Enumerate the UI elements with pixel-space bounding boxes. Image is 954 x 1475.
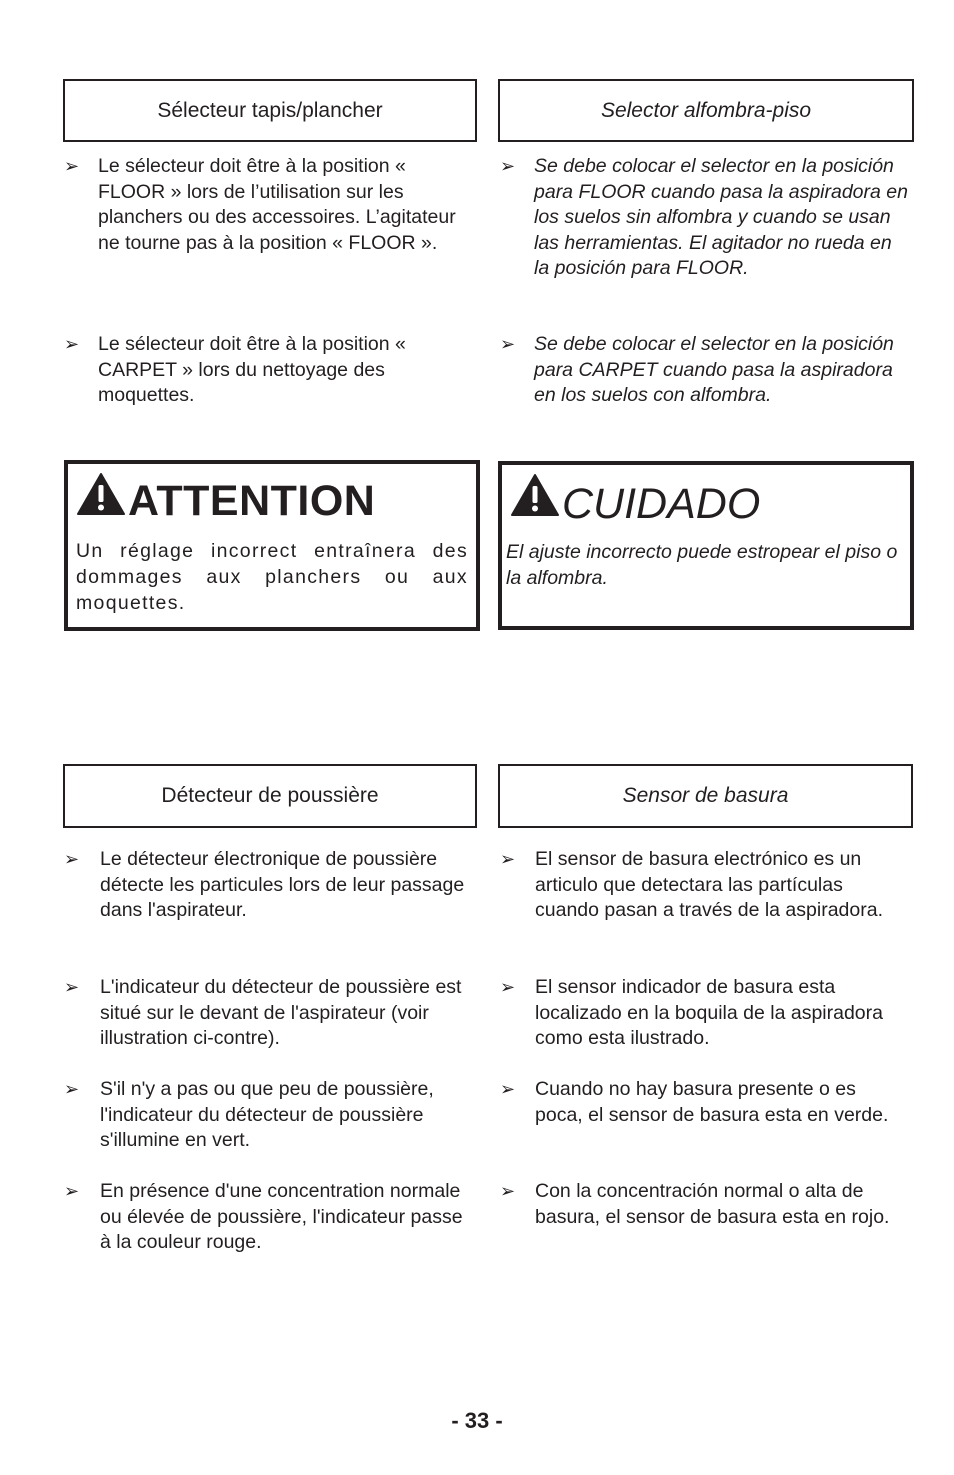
dust-title-fr-text: Détecteur de poussière — [161, 784, 379, 807]
bullet-arrow-icon: ➢ — [64, 1079, 80, 1099]
selector-title-es — [498, 79, 914, 142]
list-item-text: El sensor de basura electrónico es un articulo que detectara las partículas cuando pasan a través de la aspiradora. — [535, 848, 883, 921]
bullet-arrow-icon: ➢ — [64, 156, 80, 176]
selector-title-fr — [63, 79, 477, 142]
dust-title-fr — [63, 764, 477, 828]
bullet-arrow-icon: ➢ — [500, 1079, 516, 1099]
page-number: - 33 - — [451, 1408, 503, 1433]
warning-text-fr: Un réglage incorrect entraînera des dommages aux planchers ou aux moquettes. — [76, 540, 468, 614]
list-item-text: Le détecteur électronique de poussière détecte les particules lors de leur passage dans l'aspirateur. — [100, 848, 465, 921]
list-item-text: Con la concentración normal o alta de basura, el sensor de basura esta en rojo. — [535, 1180, 890, 1228]
bullet-arrow-icon: ➢ — [500, 849, 516, 869]
list-item-text: Se debe colocar el selector en la posición para CARPET cuando pasa la aspiradora en los suelos con alfombra. — [534, 333, 894, 406]
list-item-text: Se debe colocar el selector en la posición para FLOOR cuando pasa la aspiradora en los suelos sin alfombra y cuando se usan las herramientas. El agitador no rueda en la posición para FLOOR. — [534, 155, 908, 279]
warning-triangle-icon — [510, 473, 560, 517]
warning-title-fr: ATTENTION — [128, 477, 376, 525]
list-item-text: L'indicateur du détecteur de poussière est situé sur le devant de l'aspirateur (voir illustration ci-contre). — [100, 976, 462, 1049]
selector-title-fr-text: Sélecteur tapis/plancher — [157, 98, 383, 122]
warning-title-es: CUIDADO — [562, 480, 761, 528]
bullet-arrow-icon: ➢ — [64, 1181, 80, 1201]
warning-box-es — [498, 461, 914, 630]
dust-title-es-text: Sensor de basura — [622, 784, 789, 807]
bullet-arrow-icon: ➢ — [500, 334, 516, 354]
warning-triangle-icon — [76, 472, 126, 516]
list-item-text: S'il n'y a pas ou que peu de poussière, l'indicateur du détecteur de poussière s'illumine en vert. — [100, 1078, 434, 1151]
list-item-text: El sensor indicador de basura esta localizado en la boquila de la aspiradora como esta ilustrado. — [535, 976, 883, 1049]
bullet-arrow-icon: ➢ — [64, 977, 80, 997]
bullet-arrow-icon: ➢ — [500, 977, 516, 997]
bullet-arrow-icon: ➢ — [500, 156, 516, 176]
list-item-text: Cuando no hay basura presente o es poca, el sensor de basura esta en verde. — [535, 1078, 889, 1126]
bullet-arrow-icon: ➢ — [64, 849, 80, 869]
list-item-text: Le sélecteur doit être à la position « CARPET » lors du nettoyage des moquettes. — [98, 333, 406, 406]
list-item-text: En présence d'une concentration normale ou élevée de poussière, l'indicateur passe à la couleur rouge. — [100, 1180, 463, 1253]
bullet-arrow-icon: ➢ — [500, 1181, 516, 1201]
warning-text-es: El ajuste incorrecto puede estropear el piso o la alfombra. — [506, 541, 898, 589]
selector-title-es-text: Selector alfombra-piso — [600, 98, 812, 122]
dust-title-es — [498, 764, 913, 828]
warning-box-fr — [64, 460, 480, 631]
list-item-text: Le sélecteur doit être à la position « FLOOR » lors de l’utilisation sur les planchers ou des accessoires. L’agitateur ne tourne pas à la position « FLOOR ». — [98, 155, 456, 254]
bullet-arrow-icon: ➢ — [64, 334, 80, 354]
